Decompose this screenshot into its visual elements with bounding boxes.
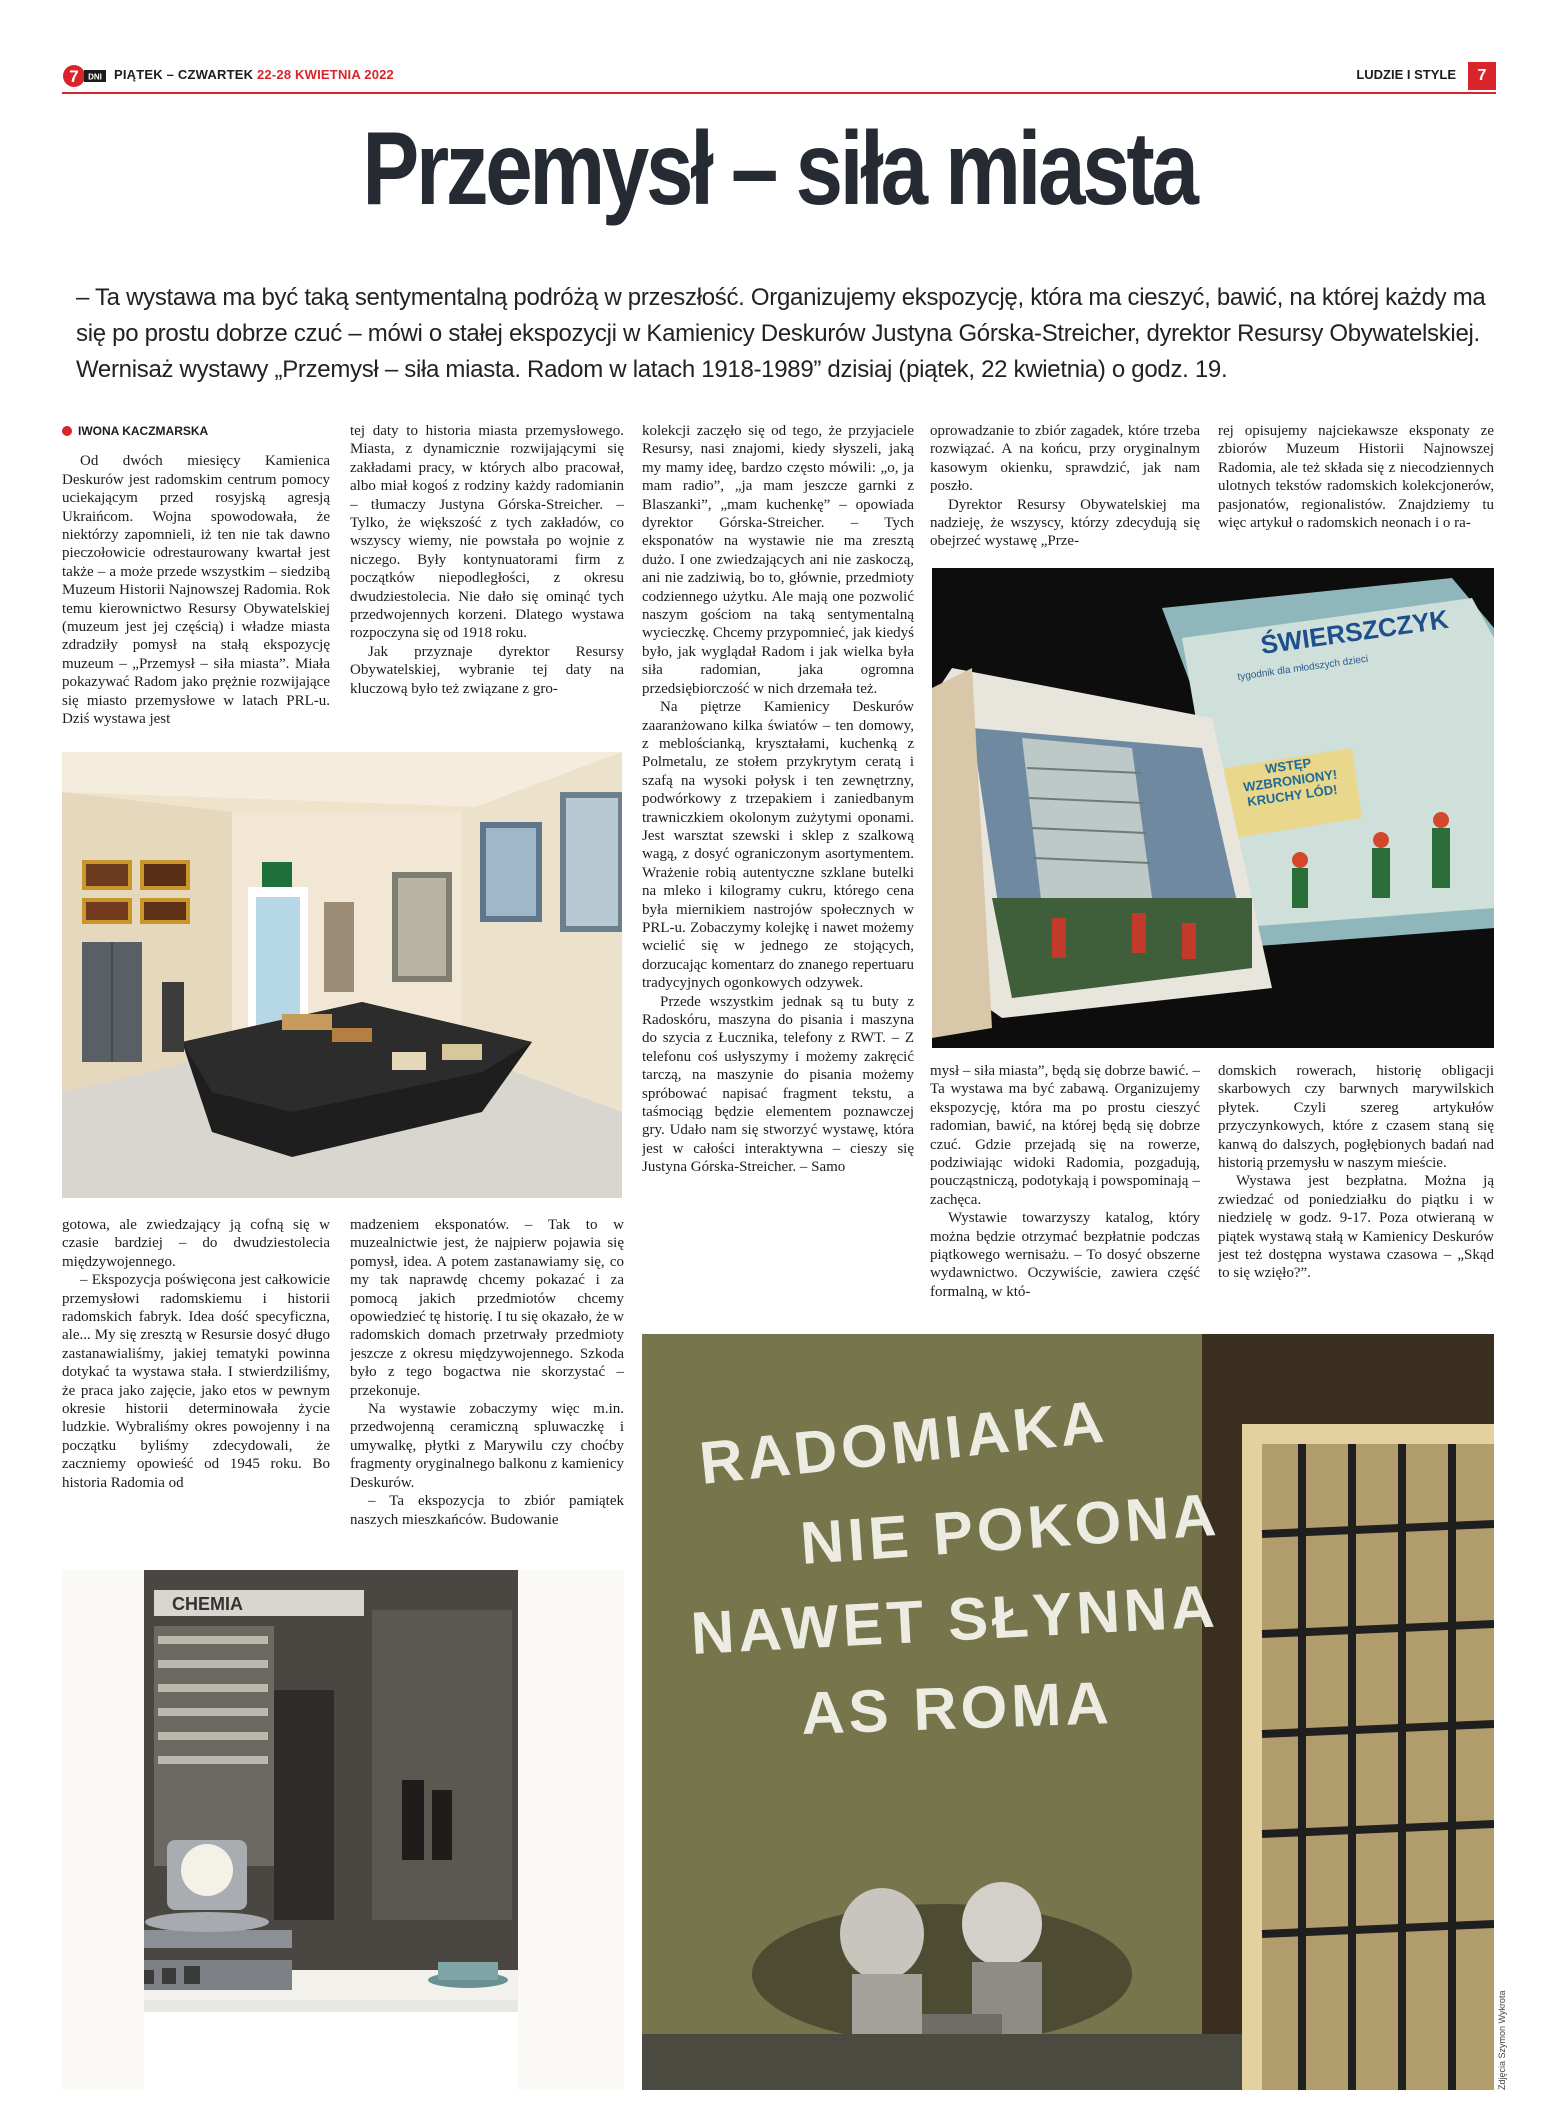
page-number: 7	[1468, 62, 1496, 90]
photo-graffiti-wall	[642, 1334, 1494, 2090]
paragraph: tej daty to historia miasta przemysłowego. Miasta, z dynamicznie rozwijającymi się zakładami pracy, w których albo pracował, albo miał kogoś z rodziny każdy radomianin – tłumaczy Justyna Górska-Streicher. – Tylko, że większość z tych zakładów, co wszyscy wiemy, nie powstała po wojnie z niczego. Były kontynuatorami firm z początków niepodległości, z okresu dwudziestolecia. Nie dało się ominąć tych przedwojennych korzeni. Dlatego wystawa rozpoczyna się od 1918 roku.	[350, 423, 624, 642]
graffiti-line-1: RADOMIAKA	[696, 1387, 1111, 1497]
magazine-subtitle: tygodnik dla młodszych dzieci	[1236, 653, 1369, 683]
photo-shop-scale	[62, 1570, 624, 2090]
photo-credit: Zdjęcia Szymon Wykrota	[1497, 1990, 1507, 2090]
newspaper-logo	[62, 64, 108, 88]
svg-text:7: 7	[69, 67, 79, 86]
column-1-bottom	[62, 1216, 330, 1548]
paragraph: Wystawa jest bezpłatna. Można ją zwiedzać od poniedziałku do piątku i w niedzielę w godz. 9-17. Poza otwieraną w piątek wystawą stałą w Kamienicy Deskurów jest też dostępna wystawa czasowa – „Skąd to się wzięło?”.	[1218, 1173, 1494, 1282]
graffiti-line-4: AS ROMA	[800, 1669, 1114, 1747]
paragraph: – Ekspozycja poświęcona jest całkowicie przemysłowi radomskiemu i historii radomskich fabryk. Idea dość specyficzna, ale... My się zresztą w Resursie dosyć długo zastanawialiśmy, jakiej tematyki powinna dotykać ta wystawa stała. I stwierdziliśmy, że praca jako zajęcie, jako etos w pewnym okresie historii determinowała życie ludzkie. Wybraliśmy okres powojenny i na początku byliśmy zdecydowali, że zaczniemy opowieść od 1945 roku. Bo historia Radomia od	[62, 1272, 330, 1491]
article-lead: – Ta wystawa ma być taką sentymentalną podróżą w przeszłość. Organizujemy ekspozycję, która ma cieszyć, bawić, na której każdy ma się po prostu dobrze czuć – mówi o stałej ekspozycji w Kamienicy Deskurów Justyna Górska-Streicher, dyrektor Resursy Obywatelskiej. Wernisaż wystawy „Przemysł – siła miasta. Radom w latach 1918-1989” dzisiaj (piątek, 22 kwietnia) o godz. 19.	[76, 284, 1486, 383]
paragraph: Jak przyznaje dyrektor Resursy Obywatelskiej, wybranie tej daty na kluczową było też związane z gro-	[350, 643, 624, 697]
photo-exhibition-room	[62, 752, 622, 1198]
issue-days: PIĄTEK – CZWARTEK	[114, 67, 254, 82]
paragraph: mysł – siła miasta”, będą się dobrze bawić. – Ta wystawa ma być zabawą. Organizujemy ekspozycję, która ma po prostu cieszyć radomian, bawić, na której będą się dobrze czuć. Gdzie przejadą się na rowerze, podziwiając widoki Radomia, pozgadują, poucząstniczą, podotykają i powspominają – zachęca.	[930, 1063, 1200, 1208]
column-5-top	[1218, 422, 1494, 566]
section-name: LUDZIE I STYLE	[1356, 67, 1456, 82]
paragraph: Na wystawie zobaczymy więc m.in. przedwojenną ceramiczną spluwaczkę i umywalkę, płytki z Marywilu czy choćby fragmenty oryginalnego balkonu z kamienicy Deskurów.	[350, 1401, 624, 1491]
magazine-sign-text: WSTĘP WZBRONIONY! KRUCHY LÓD!	[1242, 755, 1339, 810]
paragraph: oprowadzanie to zbiór zagadek, które trzeba rozwiązać. A na końcu, przy oryginalnym kasowym okienku, sprawdzić, jak nam poszło.	[930, 423, 1200, 495]
column-2-bottom	[350, 1216, 624, 1548]
column-4-bottom	[930, 1062, 1200, 1324]
paragraph: rej opisujemy najciekawsze eksponaty ze zbiorów Muzeum Historii Najnowszej Radomia, ale też składa się z niecodziennych ulotnych tekstów radomskich kolekcjonerów, pasjonatów, regionalistów. Znajdziemy tu więc artykuł o radomskich neonach i o ra-	[1218, 423, 1494, 532]
bullet-icon	[62, 426, 72, 436]
page-header	[62, 62, 1496, 94]
column-2-top	[350, 422, 624, 740]
author-byline	[62, 422, 330, 440]
author-name: IWONA KACZMARSKA	[78, 424, 209, 438]
paragraph: Dyrektor Resursy Obywatelskiej ma nadzieję, że wszyscy, którzy zdecydują się obejrzeć wystawę „Prze-	[930, 496, 1200, 550]
paragraph: domskich rowerach, historię obligacji skarbowych czy barwnych marywilskich płytek. Czyli szereg artykułów przyczynkowych, które z czasem staną się kanwą do dalszych, pogłębionych badań nad historią przemysłu w naszym mieście.	[1218, 1063, 1494, 1172]
paragraph: kolekcji zaczęło się od tego, że przyjaciele Resursy, nasi znajomi, kiedy słyszeli, jaką my mamy ideę, bardzo często mówili: „o, ja mam radio”, „ja mam jeszcze garnki z Blaszanki”, „mam kuchenkę” – opowiada dyrektor Górska-Streicher. – Tych eksponatów na wystawie nie ma zresztą dużo. I one zwiedzających ani nie zaskoczą, ani nie zadziwią, bo to, głównie, przedmioty codziennego użytku. Ale mają one pozwolić naszym gościom na taką sentymentalną wycieczkę. Chcemy przypomnieć, jak kiedyś było, jak wyglądał Radom i jak wielka była siła radomian, jaka ogromna przedsiębiorczość w nich drzemała też.	[642, 423, 914, 697]
paragraph: Od dwóch miesięcy Kamienica Deskurów jest radomskim centrum pomocy uciekającym przed rosyjską agresją Ukraińcom. Wojna spowodowała, że niektórzy zapomnieli, iż ten nie tak dawno pieczołowicie odrestaurowany kwartał jest także – a może przede wszystkim – siedzibą Muzeum Historii Najnowszej Radomia. Rok temu kierownictwo Resursy Obywatelskiej (muzeum jest jej częścią) i władze miasta zdradziły pomysł na stałą ekspozycję muzeum – „Przemysł – siła miasta”. Miała pokazywać Radom jako prężnie rozwijające się miasto przemysłowe w latach PRL-u. Dziś wystawa jest	[62, 453, 330, 728]
article-title: Przemysł – siła miasta	[362, 111, 1196, 227]
issue-date	[114, 67, 394, 82]
photo-magazines	[932, 568, 1494, 1048]
paragraph: Na piętrze Kamienicy Deskurów zaaranżowano kilka światów – ten domowy, z meblościanką, kryształami, kuchenką z Polmetalu, ze stołem przykrytym ceratą i szafą na wysoki połysk i ten zewnętrzny, podwórkowy z trzepakiem i zaniedbanym trawniczkiem okolonym zużytymi oponami. Jest warsztat szewski i sklep z szalkową wagą, z dosyć ograniczonym asortymentem. Wrażenie robią autentyczne szklane butelki na mleko i kilogramy cukru, którego cena była miernikiem nastrojów społecznych w PRL-u. Zobaczymy kolejkę i nawet możemy wcielić się w jednego ze stojących, dorzucając komentarz do znanego repertuaru tradycyjnych ogonkowych odzywek.	[642, 699, 914, 992]
shop-sign-text: CHEMIA	[172, 1594, 243, 1614]
column-5-bottom	[1218, 1062, 1494, 1324]
paragraph: gotowa, ale zwiedzający ją cofną się w czasie bardziej – do dwudziestolecia międzywojennego.	[62, 1217, 330, 1270]
column-4-top	[930, 422, 1200, 566]
paragraph: – Ta ekspozycja to zbiór pamiątek naszych mieszkańców. Budowanie	[350, 1493, 624, 1528]
paragraph: madzeniem eksponatów. – Tak to w muzealnictwie jest, że najpierw pojawia się pomysł, idea. A potem zastanawiamy się, co my tak naprawdę chcemy pokazać i za pomocą jakich przedmiotów chcemy opowiedzieć tę historię. I tu się okazało, że w radomskich domach przetrwały przedmioty jeszcze z okresu międzywojennego. Szkoda było z tego bogactwa nie skorzystać – przekonuje.	[350, 1217, 624, 1399]
svg-text:DNI: DNI	[88, 72, 102, 82]
issue-date-range: 22-28 KWIETNIA 2022	[257, 67, 394, 82]
magazine-title: ŚWIERSZCZYK	[1258, 603, 1451, 660]
column-1-top	[62, 422, 330, 740]
paragraph: Przede wszystkim jednak są tu buty z Radoskóru, maszyna do pisania i maszyna do szycia z Łucznika, telefony z RWT. – Z telefonu coś usłyszymy i możemy zakręcić tarczą, na maszynie do pisania możemy spróbować napisać fragment tekstu, a taśmociąg będzie elementem poznawczej gry. Udało nam się stworzyć wystawę, która jest w całości interaktywna – cieszy się Justyna Górska-Streicher. – Samo	[642, 993, 914, 1176]
graffiti-line-3: NAWET SŁYNNA	[689, 1572, 1220, 1667]
paragraph: Wystawie towarzyszy katalog, który można będzie otrzymać bezpłatnie podczas piątkowego wernisażu. – To dosyć obszerne wydawnictwo. Oczywiście, zawiera część formalną, w któ-	[930, 1210, 1200, 1300]
graffiti-line-2: NIE POKONA	[798, 1480, 1222, 1577]
